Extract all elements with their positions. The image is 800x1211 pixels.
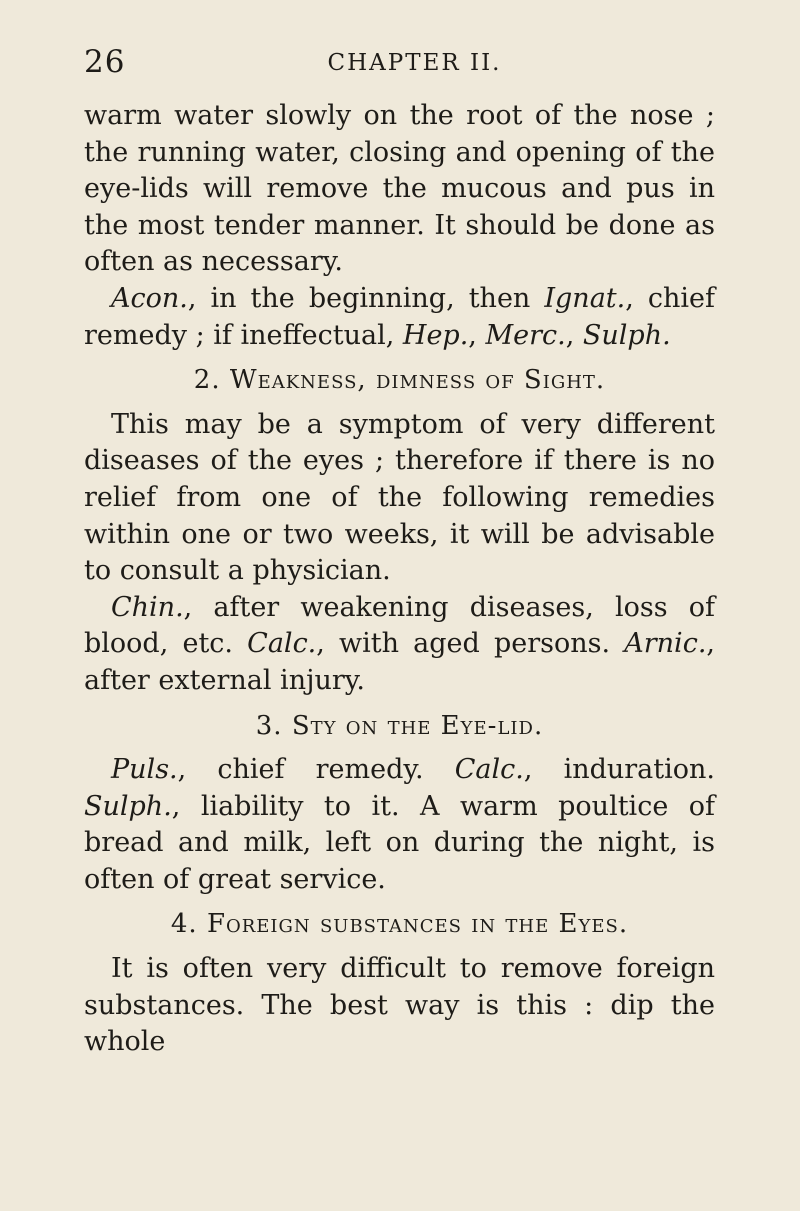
text-run: , after external injury. xyxy=(84,628,715,696)
section-heading-foreign-substances xyxy=(84,906,715,943)
text-run: , with aged persons. xyxy=(316,628,625,660)
remedy-name: Ignat. xyxy=(544,282,626,314)
page-header xyxy=(84,44,715,84)
heading-text: 4. Foreign substances in the Eyes. xyxy=(170,909,629,940)
text-run: , liability to it. A warm poultice of bread and milk, left on during the night, is often of great service. xyxy=(84,790,715,895)
paragraph-remedies-inflammation xyxy=(84,281,715,354)
remedy-name: Calc. xyxy=(454,754,524,786)
page-body xyxy=(84,98,715,1061)
text-run: , after weakening diseases, loss of blood, etc. xyxy=(84,591,715,660)
remedy-name: Puls. xyxy=(111,754,178,786)
remedy-name: Hep. xyxy=(402,319,469,351)
remedy-name: Sulph. xyxy=(582,319,671,351)
remedy-name: Sulph. xyxy=(84,790,172,822)
remedy-name: Acon. xyxy=(111,282,188,314)
running-head: CHAPTER II. xyxy=(327,50,502,76)
text-run: , xyxy=(468,319,486,351)
section-heading-sty xyxy=(84,708,715,745)
section-heading-weakness xyxy=(84,362,715,399)
page-number: 26 xyxy=(84,44,126,80)
text-run: , chief remedy ; if ineffectual, xyxy=(84,282,715,351)
heading-text: 2. Weakness, dimness of Sight. xyxy=(193,365,606,396)
heading-text: 3. Sty on the Eye-lid. xyxy=(255,710,544,741)
text-run: , induration. xyxy=(523,754,715,786)
remedy-name: Chin. xyxy=(111,591,184,623)
remedy-name: Calc. xyxy=(247,628,317,660)
text-run: , xyxy=(565,319,583,351)
text-run: , chief remedy. xyxy=(177,754,455,786)
paragraph-remedies-sty xyxy=(84,752,715,898)
remedy-name: Merc. xyxy=(485,319,566,351)
paragraph-weakness: This may be a symptom of very different diseases of the eyes ; therefore if there is no relief from one of the following remedies within one or two weeks, it will be advisable to consult a physician. xyxy=(84,408,715,587)
text-run: , in the beginning, then xyxy=(187,282,545,314)
paragraph-foreign-substances: It is often very difficult to remove foreign substances. The best way is this : dip the whole xyxy=(84,953,715,1058)
remedy-name: Arnic. xyxy=(624,628,707,660)
paragraph-continuation: warm water slowly on the root of the nose ; the running water, closing and opening of the eye-lids will remove the mucous and pus in the most tender manner. It should be done as often as necessary. xyxy=(84,100,715,278)
paragraph-remedies-weakness xyxy=(84,590,715,700)
